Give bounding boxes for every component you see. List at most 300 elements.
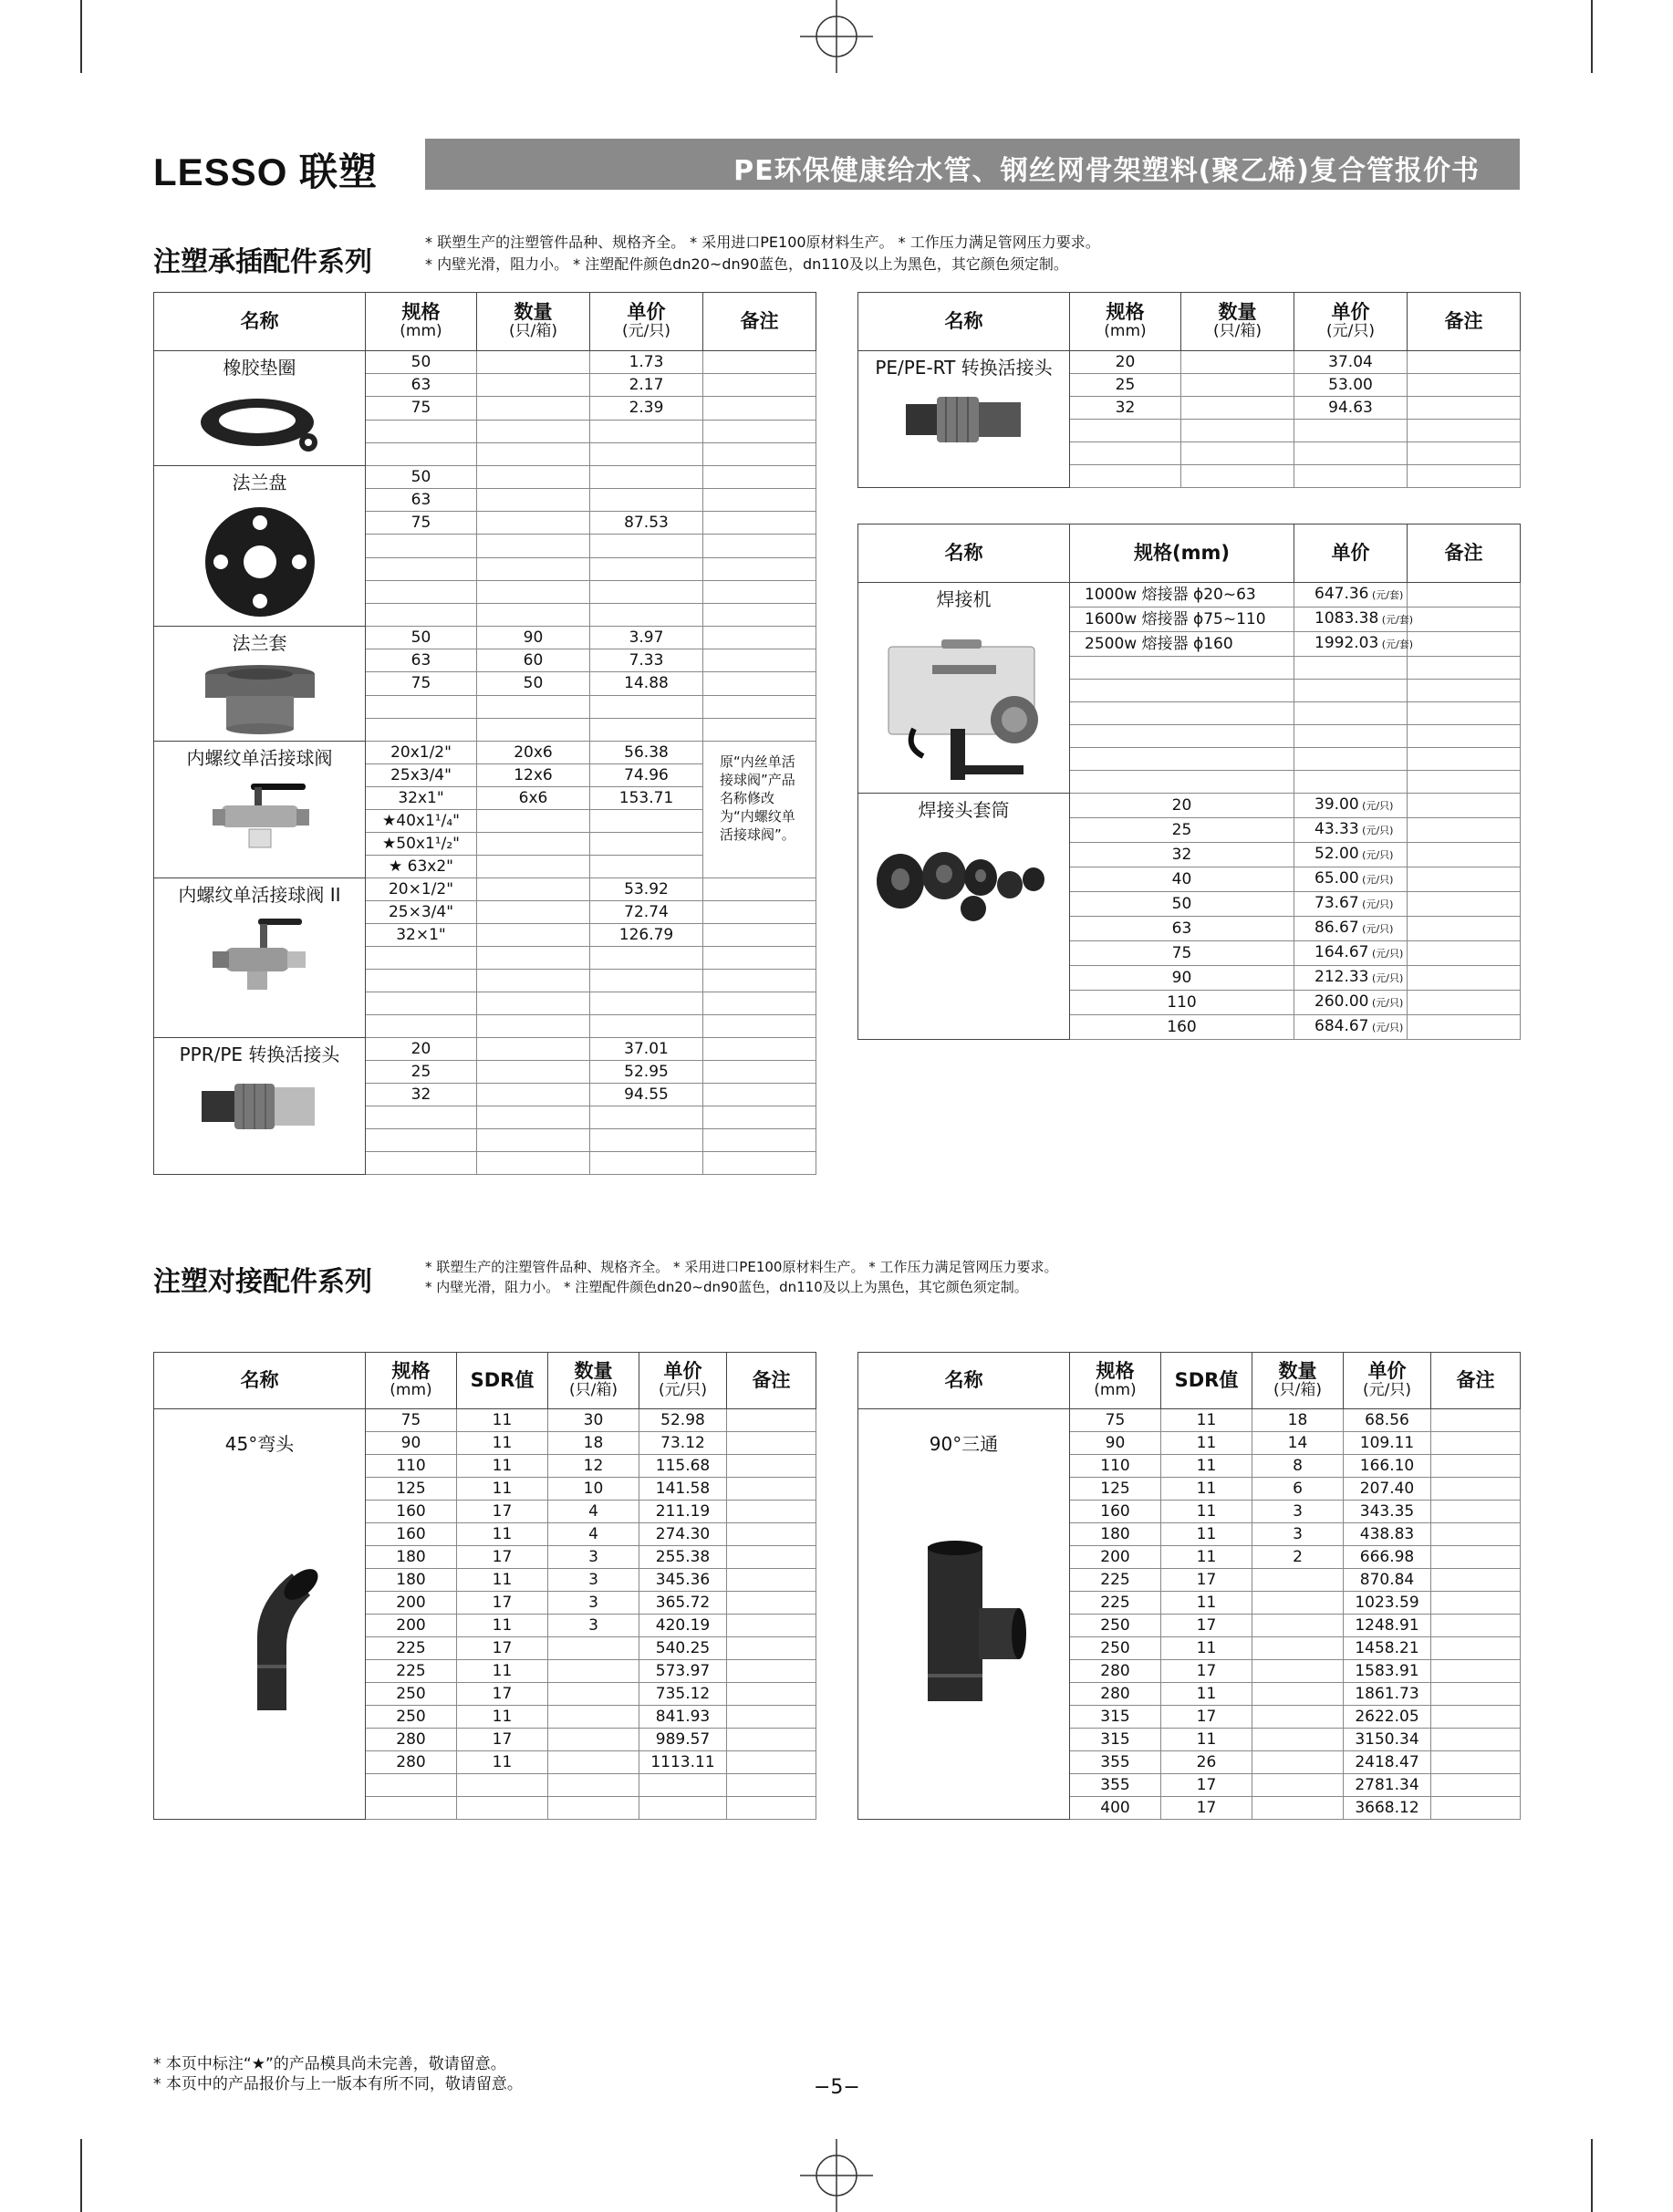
section-title-socket-fittings: 注塑承插配件系列 (153, 246, 372, 278)
remark-cell (1431, 1409, 1521, 1432)
spec-cell: 110 (1070, 1455, 1161, 1478)
remark-cell (703, 442, 816, 465)
price-cell: 68.56 (1344, 1409, 1431, 1432)
qty-cell: 10 (548, 1478, 639, 1501)
price-cell (590, 1129, 703, 1152)
remark-cell (727, 1409, 816, 1432)
qty-cell (477, 603, 590, 626)
price-cell (1294, 1015, 1408, 1040)
price-cell (1294, 680, 1408, 702)
qty-cell (477, 1084, 590, 1106)
registration-mark-top (800, 0, 873, 73)
table-row (154, 1409, 816, 1432)
spec-cell (366, 557, 477, 580)
sdr-cell: 17 (1161, 1615, 1252, 1637)
qty-cell (548, 1797, 639, 1820)
price-cell: 207.40 (1344, 1478, 1431, 1501)
price-cell (1294, 608, 1414, 632)
ball-valve-ii-image (154, 915, 365, 1002)
sdr-cell: 11 (457, 1523, 548, 1546)
spec-cell (1070, 771, 1294, 794)
price-cell: 14.88 (590, 672, 703, 695)
remark-cell (1408, 374, 1521, 397)
qty-cell: 12 (548, 1455, 639, 1478)
table-row (858, 351, 1521, 374)
price-cell (1294, 420, 1408, 442)
spec-cell: 25 (366, 1061, 477, 1084)
spec-cell: 32×1" (366, 924, 477, 947)
remark-cell (703, 627, 816, 649)
remark-cell (1408, 917, 1521, 941)
spec-cell (366, 718, 477, 741)
qty-cell (1181, 442, 1294, 465)
price-cell (1294, 632, 1414, 657)
product-name: 焊接机 (936, 588, 992, 610)
qty-cell (548, 1660, 639, 1683)
remark-cell (703, 397, 816, 420)
remark-cell (703, 992, 816, 1015)
qty-cell (1252, 1751, 1344, 1774)
crop-mark (1591, 2139, 1593, 2212)
remark-cell (1408, 465, 1521, 488)
price-cell: 87.53 (590, 512, 703, 535)
spec-cell: 225 (366, 1637, 457, 1660)
qty-cell (477, 489, 590, 512)
remark-cell (1408, 867, 1521, 892)
spec-cell: 90 (1070, 1432, 1161, 1455)
price-cell: 2.17 (590, 374, 703, 397)
product-name: 法兰套 (232, 632, 287, 654)
sdr-cell: 11 (457, 1569, 548, 1592)
tee-90-image (858, 1537, 1069, 1715)
spec-cell (1070, 465, 1181, 488)
col-spec: 规格 (mm) (366, 293, 477, 351)
remark-cell (703, 535, 816, 557)
product-name: 90°三通 (929, 1433, 999, 1455)
price-cell: 540.25 (639, 1637, 727, 1660)
spec-cell: 225 (1070, 1569, 1161, 1592)
qty-cell: 3 (548, 1615, 639, 1637)
product-name: 橡胶垫圈 (223, 357, 296, 379)
price-cell: 141.58 (639, 1478, 727, 1501)
spec-cell (1070, 442, 1181, 465)
spec-cell: 50 (366, 351, 477, 374)
spec-cell: 280 (1070, 1660, 1161, 1683)
qty-cell (477, 397, 590, 420)
price-cell (590, 970, 703, 992)
price-cell (590, 466, 703, 489)
price-unit: (元/只) (1368, 948, 1404, 960)
price-cell: 870.84 (1344, 1569, 1431, 1592)
remark-cell (703, 947, 816, 970)
sdr-cell: 11 (1161, 1432, 1252, 1455)
col-name: 名称 (154, 293, 366, 351)
welding-equipment-table (857, 524, 1521, 1040)
product-name-cell (858, 1409, 1070, 1820)
remark-cell (1431, 1546, 1521, 1569)
spec-cell: 50 (366, 466, 477, 489)
sdr-cell: 11 (1161, 1637, 1252, 1660)
price-cell: 989.57 (639, 1729, 727, 1751)
price-value: 73.67 (1314, 894, 1359, 912)
note-line: * 联塑生产的注塑管件品种、规格齐全。 * 采用进口PE100原材料生产。 * 工作压力满足管网压力要求。 (425, 234, 1100, 251)
qty-cell (477, 718, 590, 741)
sdr-cell: 11 (1161, 1592, 1252, 1615)
banner-title: PE环保健康给水管、钢丝网骨架塑料(聚乙烯)复合管报价书 (733, 155, 1480, 187)
sdr-cell: 17 (457, 1546, 548, 1569)
sdr-cell: 11 (1161, 1455, 1252, 1478)
price-cell: 72.74 (590, 901, 703, 924)
remark-cell (1431, 1432, 1521, 1455)
product-name-cell (154, 351, 366, 466)
product-name-cell (154, 466, 366, 627)
qty-cell (477, 512, 590, 535)
crop-mark (80, 0, 82, 73)
qty-cell (477, 833, 590, 856)
qty-cell (477, 947, 590, 970)
spec-cell: 180 (366, 1546, 457, 1569)
qty-cell: 6 (1252, 1478, 1344, 1501)
qty-cell (1252, 1569, 1344, 1592)
product-name: 内螺纹单活接球阀 (186, 747, 333, 769)
price-cell (1294, 966, 1408, 991)
price-cell: 1248.91 (1344, 1615, 1431, 1637)
price-cell: 126.79 (590, 924, 703, 947)
price-cell: 3150.34 (1344, 1729, 1431, 1751)
price-cell (590, 535, 703, 557)
table-row (154, 627, 816, 649)
price-cell: 735.12 (639, 1683, 727, 1706)
spec-cell (1070, 680, 1294, 702)
price-cell (590, 695, 703, 718)
price-unit: (元/只) (1358, 898, 1394, 910)
spec-cell: 25 (1070, 374, 1181, 397)
col-price: 单价 (元/只) (590, 293, 703, 351)
remark-cell (727, 1615, 816, 1637)
product-name-cell (858, 351, 1070, 488)
qty-cell (1252, 1615, 1344, 1637)
price-cell (1294, 867, 1408, 892)
qty-cell: 3 (548, 1592, 639, 1615)
remark-cell (1408, 991, 1521, 1015)
price-cell (590, 833, 703, 856)
price-value: 1992.03 (1314, 634, 1379, 652)
spec-cell (1070, 725, 1294, 748)
qty-cell (1252, 1660, 1344, 1683)
qty-cell (477, 420, 590, 442)
spec-cell: ★40x1¹/₄" (366, 810, 477, 833)
spec-cell (366, 1774, 457, 1797)
remark-cell (727, 1706, 816, 1729)
price-cell (590, 489, 703, 512)
qty-cell: 14 (1252, 1432, 1344, 1455)
qty-cell (1252, 1637, 1344, 1660)
spec-cell: 180 (1070, 1523, 1161, 1546)
remark-cell (1431, 1637, 1521, 1660)
product-name-cell (154, 878, 366, 1038)
qty-cell (477, 856, 590, 878)
remark-cell (727, 1797, 816, 1820)
product-name-cell (154, 742, 366, 878)
spec-cell (366, 535, 477, 557)
ball-valve-image (154, 778, 365, 856)
spec-cell: 50 (1070, 892, 1294, 917)
price-cell: 94.55 (590, 1084, 703, 1106)
col-name: 名称 (858, 1353, 1070, 1409)
spec-cell: 63 (366, 649, 477, 672)
sdr-cell: 11 (1161, 1501, 1252, 1523)
price-value: 39.00 (1314, 795, 1359, 814)
sdr-cell: 11 (457, 1706, 548, 1729)
remark-cell (703, 970, 816, 992)
sdr-cell: 26 (1161, 1751, 1252, 1774)
price-cell: 420.19 (639, 1615, 727, 1637)
remark-cell (1408, 966, 1521, 991)
qty-cell (477, 557, 590, 580)
price-cell (639, 1774, 727, 1797)
price-cell (1294, 442, 1408, 465)
product-name: PPR/PE 转换活接头 (179, 1044, 340, 1065)
sdr-cell: 11 (457, 1615, 548, 1637)
price-cell (590, 442, 703, 465)
qty-cell (477, 1038, 590, 1061)
qty-cell (477, 1106, 590, 1129)
qty-cell (477, 374, 590, 397)
remark-cell (1408, 583, 1521, 608)
remark-cell (1431, 1592, 1521, 1615)
qty-cell: 3 (1252, 1501, 1344, 1523)
remark-cell (1431, 1683, 1521, 1706)
remark-cell (703, 420, 816, 442)
price-cell: 2.39 (590, 397, 703, 420)
spec-cell: 315 (1070, 1729, 1161, 1751)
remark-cell (727, 1478, 816, 1501)
spec-cell: 90 (366, 1432, 457, 1455)
price-cell: 438.83 (1344, 1523, 1431, 1546)
spec-cell: 125 (1070, 1478, 1161, 1501)
spec-cell: 20 (366, 1038, 477, 1061)
spec-cell: 75 (366, 512, 477, 535)
spec-cell: 200 (366, 1592, 457, 1615)
spec-cell (366, 947, 477, 970)
sdr-cell: 17 (1161, 1569, 1252, 1592)
price-cell: 255.38 (639, 1546, 727, 1569)
spec-cell (366, 420, 477, 442)
remark-cell (1408, 702, 1521, 725)
remark-cell (703, 901, 816, 924)
remark-cell (703, 878, 816, 901)
price-cell (1294, 794, 1408, 818)
remark-cell (703, 1106, 816, 1129)
col-qty: 数量 (只/箱) (548, 1353, 639, 1409)
price-cell: 1113.11 (639, 1751, 727, 1774)
sdr-cell: 17 (457, 1683, 548, 1706)
qty-cell: 60 (477, 649, 590, 672)
qty-cell (1181, 420, 1294, 442)
remark-cell (703, 672, 816, 695)
col-remark: 备注 (1431, 1353, 1521, 1409)
qty-cell: 30 (548, 1409, 639, 1432)
remark-cell (703, 603, 816, 626)
spec-cell: 63 (1070, 917, 1294, 941)
spec-cell: ★ 63x2" (366, 856, 477, 878)
table-row (858, 794, 1521, 818)
remark-cell (727, 1729, 816, 1751)
remark-cell (703, 512, 816, 535)
spec-cell (1070, 657, 1294, 680)
remark-cell (727, 1683, 816, 1706)
table-row (858, 583, 1521, 608)
col-sdr: SDR值 (457, 1353, 548, 1409)
footer-notes (153, 2054, 523, 2094)
remark-cell: 原“内丝单活接球阀”产品名称修改为“内螺纹单活接球阀”。 (703, 742, 816, 878)
price-value: 164.67 (1314, 943, 1369, 961)
spec-cell: 32 (366, 1084, 477, 1106)
remark-cell (1431, 1455, 1521, 1478)
table-row (154, 351, 816, 374)
price-cell: 573.97 (639, 1660, 727, 1683)
spec-cell (366, 1129, 477, 1152)
col-name: 名称 (858, 293, 1070, 351)
qty-cell (477, 970, 590, 992)
note-line: * 内壁光滑，阻力小。 * 注塑配件颜色dn20~dn90蓝色，dn110及以上为黑色，其它颜色须定制。 (425, 255, 1068, 273)
spec-cell: 25x3/4" (366, 764, 477, 787)
sdr-cell: 11 (1161, 1683, 1252, 1706)
remark-cell (1408, 608, 1521, 632)
remark-cell (703, 1084, 816, 1106)
price-value: 52.00 (1314, 845, 1359, 863)
sdr-cell: 11 (457, 1455, 548, 1478)
price-cell (639, 1797, 727, 1820)
spec-cell: 200 (1070, 1546, 1161, 1569)
welding-machine-image (858, 619, 1069, 788)
product-name-cell (154, 1409, 366, 1820)
elbow-45-table (153, 1352, 816, 1820)
qty-cell (477, 878, 590, 901)
remark-cell (727, 1637, 816, 1660)
spec-cell: 32 (1070, 397, 1181, 420)
price-cell: 211.19 (639, 1501, 727, 1523)
qty-cell (477, 1061, 590, 1084)
col-price: 单价 (元/只) (1294, 293, 1408, 351)
spec-cell: 225 (366, 1660, 457, 1683)
price-value: 86.67 (1314, 919, 1359, 937)
spec-cell (1070, 748, 1294, 771)
spec-cell: 32x1" (366, 787, 477, 810)
remark-cell (727, 1546, 816, 1569)
tee-90-table (857, 1352, 1521, 1820)
sdr-cell: 17 (1161, 1706, 1252, 1729)
qty-cell (477, 466, 590, 489)
col-name: 名称 (154, 1353, 366, 1409)
price-unit: (元/只) (1368, 972, 1404, 984)
qty-cell: 20x6 (477, 742, 590, 764)
price-cell: 52.98 (639, 1409, 727, 1432)
price-cell: 56.38 (590, 742, 703, 764)
spec-cell: 2500w 熔接器 ϕ160 (1070, 632, 1294, 657)
spec-cell: 355 (1070, 1751, 1161, 1774)
product-name-cell (858, 583, 1070, 794)
price-cell: 94.63 (1294, 397, 1408, 420)
spec-cell (366, 1797, 457, 1820)
price-cell (1294, 748, 1408, 771)
product-name: PE/PE-RT 转换活接头 (875, 357, 1053, 379)
col-spec: 规格 (mm) (1070, 293, 1181, 351)
spec-cell: 180 (366, 1569, 457, 1592)
spec-cell (366, 1106, 477, 1129)
sdr-cell: 17 (457, 1729, 548, 1751)
qty-cell (477, 1015, 590, 1038)
price-unit: (元/只) (1358, 849, 1394, 861)
sdr-cell: 11 (1161, 1478, 1252, 1501)
qty-cell (548, 1683, 639, 1706)
product-name: 45°弯头 (224, 1433, 295, 1455)
spec-cell: 250 (366, 1706, 457, 1729)
qty-cell: 12x6 (477, 764, 590, 787)
price-value: 684.67 (1314, 1017, 1369, 1035)
price-value: 212.33 (1314, 968, 1369, 986)
col-remark: 备注 (1408, 524, 1521, 583)
qty-cell (477, 924, 590, 947)
remark-cell (727, 1569, 816, 1592)
spec-cell: 280 (1070, 1683, 1161, 1706)
rubber-gasket-image (154, 388, 365, 465)
qty-cell (477, 695, 590, 718)
price-cell (1294, 702, 1408, 725)
spec-cell: 250 (1070, 1615, 1161, 1637)
remark-cell (1408, 632, 1521, 657)
spec-cell: 400 (1070, 1797, 1161, 1820)
qty-cell (1252, 1729, 1344, 1751)
price-cell (590, 992, 703, 1015)
section-notes (425, 1257, 1058, 1297)
price-cell: 73.12 (639, 1432, 727, 1455)
qty-cell (1252, 1592, 1344, 1615)
spec-cell (366, 580, 477, 603)
price-unit: (元/套) (1378, 614, 1414, 626)
remark-cell (727, 1455, 816, 1478)
title-banner (425, 139, 1520, 190)
remark-cell (703, 580, 816, 603)
price-cell: 365.72 (639, 1592, 727, 1615)
price-cell: 841.93 (639, 1706, 727, 1729)
price-cell: 53.00 (1294, 374, 1408, 397)
price-cell: 666.98 (1344, 1546, 1431, 1569)
spec-cell: ★50x1¹/₂" (366, 833, 477, 856)
spec-cell: 1000w 熔接器 ϕ20~63 (1070, 583, 1294, 608)
col-remark: 备注 (1408, 293, 1521, 351)
spec-cell: 280 (366, 1729, 457, 1751)
price-cell: 3668.12 (1344, 1797, 1431, 1820)
col-qty: 数量 (只/箱) (1252, 1353, 1344, 1409)
sdr-cell: 17 (457, 1592, 548, 1615)
flange-sleeve-image (154, 663, 365, 741)
remark-cell (1431, 1523, 1521, 1546)
col-price: 单价 (元/只) (639, 1353, 727, 1409)
remark-cell (1408, 725, 1521, 748)
note-line: * 联塑生产的注塑管件品种、规格齐全。 * 采用进口PE100原材料生产。 * 工作压力满足管网压力要求。 (425, 1259, 1058, 1275)
price-cell: 343.35 (1344, 1501, 1431, 1523)
price-cell: 1458.21 (1344, 1637, 1431, 1660)
spec-cell: 50 (366, 627, 477, 649)
price-cell: 37.01 (590, 1038, 703, 1061)
price-cell: 274.30 (639, 1523, 727, 1546)
qty-cell (477, 810, 590, 833)
spec-cell: 355 (1070, 1774, 1161, 1797)
remark-cell (1431, 1706, 1521, 1729)
spec-cell (366, 1015, 477, 1038)
table-row (154, 466, 816, 489)
